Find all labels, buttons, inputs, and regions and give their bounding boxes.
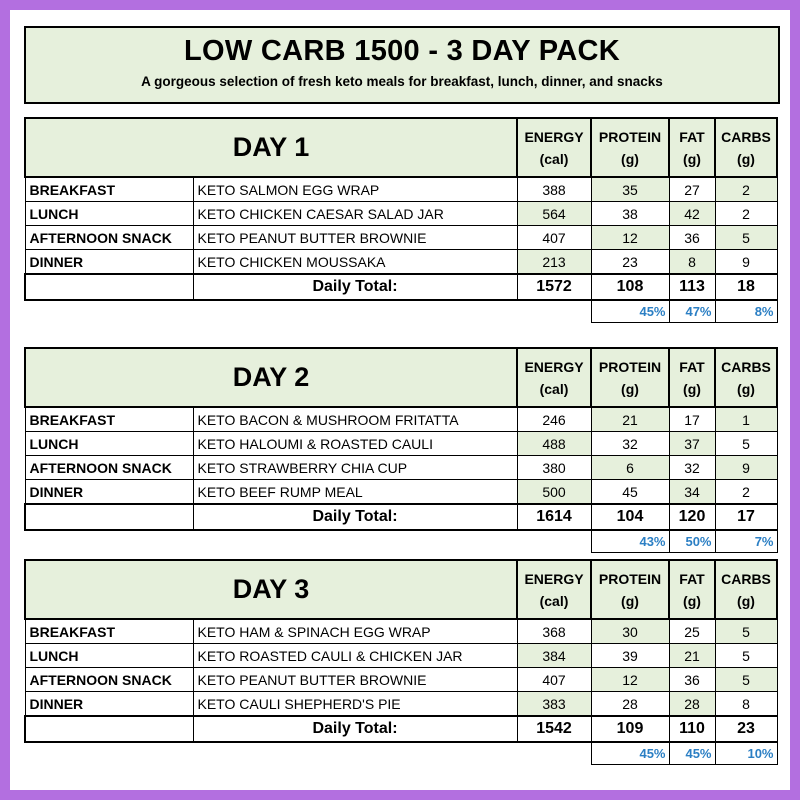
carbs-value: 9 [715,456,777,480]
protein-percent: 45% [591,742,669,765]
protein-value: 6 [591,456,669,480]
fat-header [669,118,715,177]
energy-header-unit: (cal) [539,150,569,167]
carbs-header-label: CARBS [721,358,771,375]
fat-value: 27 [669,177,715,202]
total-energy: 1614 [517,504,591,530]
energy-value: 388 [517,177,591,202]
meal-name: KETO BACON & MUSHROOM FRITATTA [193,407,517,432]
carbs-header [715,560,777,619]
meal-name: KETO ROASTED CAULI & CHICKEN JAR [193,644,517,668]
fat-value: 28 [669,692,715,717]
carbs-value: 2 [715,202,777,226]
day-title: DAY 3 [25,560,517,619]
nutrition-table [24,117,778,323]
daily-total-label: Daily Total: [193,274,517,300]
energy-header [517,348,591,407]
pct-spacer [517,530,591,553]
table-row [25,692,777,717]
day-table [24,559,776,765]
total-carbs: 18 [715,274,777,300]
total-carbs: 23 [715,716,777,742]
table-row [25,226,777,250]
fat-value: 36 [669,226,715,250]
energy-header-unit: (cal) [539,592,569,609]
fat-percent: 50% [669,530,715,553]
protein-value: 30 [591,619,669,644]
daily-total-label: Daily Total: [193,504,517,530]
energy-value: 407 [517,226,591,250]
meal-slot-label: AFTERNOON SNACK [25,668,193,692]
fat-header-unit: (g) [683,592,701,609]
fat-header [669,348,715,407]
meal-slot-label: LUNCH [25,644,193,668]
table-row [25,432,777,456]
fat-value: 42 [669,202,715,226]
fat-percent: 45% [669,742,715,765]
protein-header-unit: (g) [621,150,639,167]
daily-total-row [25,504,777,530]
energy-header-label: ENERGY [524,128,584,145]
pct-spacer [517,742,591,765]
percentage-row [25,742,777,765]
protein-header-unit: (g) [621,592,639,609]
day-title: DAY 1 [25,118,517,177]
nutrition-table [24,347,778,553]
energy-value: 407 [517,668,591,692]
carbs-value: 5 [715,619,777,644]
protein-header-unit: (g) [621,380,639,397]
table-row [25,619,777,644]
fat-header-label: FAT [679,570,705,587]
meal-slot-label: DINNER [25,250,193,275]
carbs-percent: 7% [715,530,777,553]
daily-total-row [25,716,777,742]
total-spacer [25,274,193,300]
carbs-value: 5 [715,644,777,668]
energy-header [517,118,591,177]
pct-spacer [193,530,517,553]
total-energy: 1542 [517,716,591,742]
fat-value: 17 [669,407,715,432]
carbs-value: 2 [715,177,777,202]
meal-slot-label: LUNCH [25,202,193,226]
meal-plan-sheet [10,10,790,790]
carbs-header-unit: (g) [737,150,755,167]
meal-slot-label: AFTERNOON SNACK [25,226,193,250]
table-row [25,407,777,432]
protein-value: 23 [591,250,669,275]
carbs-value: 9 [715,250,777,275]
total-fat: 113 [669,274,715,300]
table-row [25,644,777,668]
carbs-header-unit: (g) [737,380,755,397]
energy-value: 383 [517,692,591,717]
meal-name: KETO PEANUT BUTTER BROWNIE [193,668,517,692]
meal-name: KETO CHICKEN CAESAR SALAD JAR [193,202,517,226]
fat-header [669,560,715,619]
pct-spacer [193,742,517,765]
nutrition-table [24,559,778,765]
total-fat: 110 [669,716,715,742]
carbs-header-label: CARBS [721,128,771,145]
daily-total-label: Daily Total: [193,716,517,742]
pct-spacer [25,530,193,553]
fat-value: 21 [669,644,715,668]
day-title: DAY 2 [25,348,517,407]
protein-value: 45 [591,480,669,505]
energy-header-label: ENERGY [524,570,584,587]
day-table [24,347,776,553]
protein-percent: 43% [591,530,669,553]
table-row [25,202,777,226]
total-protein: 108 [591,274,669,300]
meal-name: KETO PEANUT BUTTER BROWNIE [193,226,517,250]
protein-header-label: PROTEIN [598,128,662,145]
meal-name: KETO SALMON EGG WRAP [193,177,517,202]
fat-header-label: FAT [679,358,705,375]
protein-value: 12 [591,226,669,250]
fat-value: 25 [669,619,715,644]
energy-header-unit: (cal) [539,380,569,397]
page-title: LOW CARB 1500 - 3 DAY PACK [184,35,620,67]
meal-slot-label: BREAKFAST [25,407,193,432]
meal-slot-label: DINNER [25,692,193,717]
energy-value: 384 [517,644,591,668]
fat-value: 32 [669,456,715,480]
fat-value: 8 [669,250,715,275]
pct-spacer [25,742,193,765]
fat-header-unit: (g) [683,150,701,167]
total-spacer [25,716,193,742]
page-subtitle: A gorgeous selection of fresh keto meals for breakfast, lunch, dinner, and snacks [141,74,663,89]
fat-header-label: FAT [679,128,705,145]
carbs-value: 1 [715,407,777,432]
energy-header [517,560,591,619]
energy-value: 213 [517,250,591,275]
energy-value: 246 [517,407,591,432]
meal-name: KETO HALOUMI & ROASTED CAULI [193,432,517,456]
protein-header [591,348,669,407]
carbs-value: 2 [715,480,777,505]
fat-value: 34 [669,480,715,505]
total-energy: 1572 [517,274,591,300]
table-row [25,456,777,480]
energy-value: 380 [517,456,591,480]
energy-value: 488 [517,432,591,456]
carbs-value: 5 [715,226,777,250]
protein-header [591,118,669,177]
protein-header-label: PROTEIN [598,570,662,587]
protein-value: 32 [591,432,669,456]
protein-value: 28 [591,692,669,717]
total-protein: 104 [591,504,669,530]
protein-value: 35 [591,177,669,202]
protein-value: 39 [591,644,669,668]
protein-header [591,560,669,619]
protein-value: 21 [591,407,669,432]
percentage-row [25,530,777,553]
table-row [25,668,777,692]
protein-value: 38 [591,202,669,226]
energy-header-label: ENERGY [524,358,584,375]
title-banner [24,26,780,104]
meal-name: KETO BEEF RUMP MEAL [193,480,517,505]
total-fat: 120 [669,504,715,530]
day-header-row [25,348,777,407]
fat-percent: 47% [669,300,715,323]
carbs-header [715,118,777,177]
total-carbs: 17 [715,504,777,530]
carbs-value: 8 [715,692,777,717]
protein-header-label: PROTEIN [598,358,662,375]
day-table [24,117,776,323]
meal-name: KETO CAULI SHEPHERD'S PIE [193,692,517,717]
day-header-row [25,118,777,177]
fat-header-unit: (g) [683,380,701,397]
meal-slot-label: BREAKFAST [25,619,193,644]
protein-value: 12 [591,668,669,692]
meal-name: KETO STRAWBERRY CHIA CUP [193,456,517,480]
carbs-percent: 10% [715,742,777,765]
table-row [25,480,777,505]
daily-total-row [25,274,777,300]
fat-value: 36 [669,668,715,692]
carbs-header [715,348,777,407]
protein-percent: 45% [591,300,669,323]
carbs-value: 5 [715,668,777,692]
pct-spacer [25,300,193,323]
pct-spacer [517,300,591,323]
meal-slot-label: LUNCH [25,432,193,456]
energy-value: 368 [517,619,591,644]
percentage-row [25,300,777,323]
pct-spacer [193,300,517,323]
meal-slot-label: BREAKFAST [25,177,193,202]
table-row [25,177,777,202]
meal-name: KETO CHICKEN MOUSSAKA [193,250,517,275]
total-spacer [25,504,193,530]
day-header-row [25,560,777,619]
carbs-value: 5 [715,432,777,456]
carbs-header-label: CARBS [721,570,771,587]
fat-value: 37 [669,432,715,456]
table-row [25,250,777,275]
total-protein: 109 [591,716,669,742]
carbs-percent: 8% [715,300,777,323]
energy-value: 564 [517,202,591,226]
meal-slot-label: AFTERNOON SNACK [25,456,193,480]
meal-name: KETO HAM & SPINACH EGG WRAP [193,619,517,644]
meal-slot-label: DINNER [25,480,193,505]
carbs-header-unit: (g) [737,592,755,609]
energy-value: 500 [517,480,591,505]
